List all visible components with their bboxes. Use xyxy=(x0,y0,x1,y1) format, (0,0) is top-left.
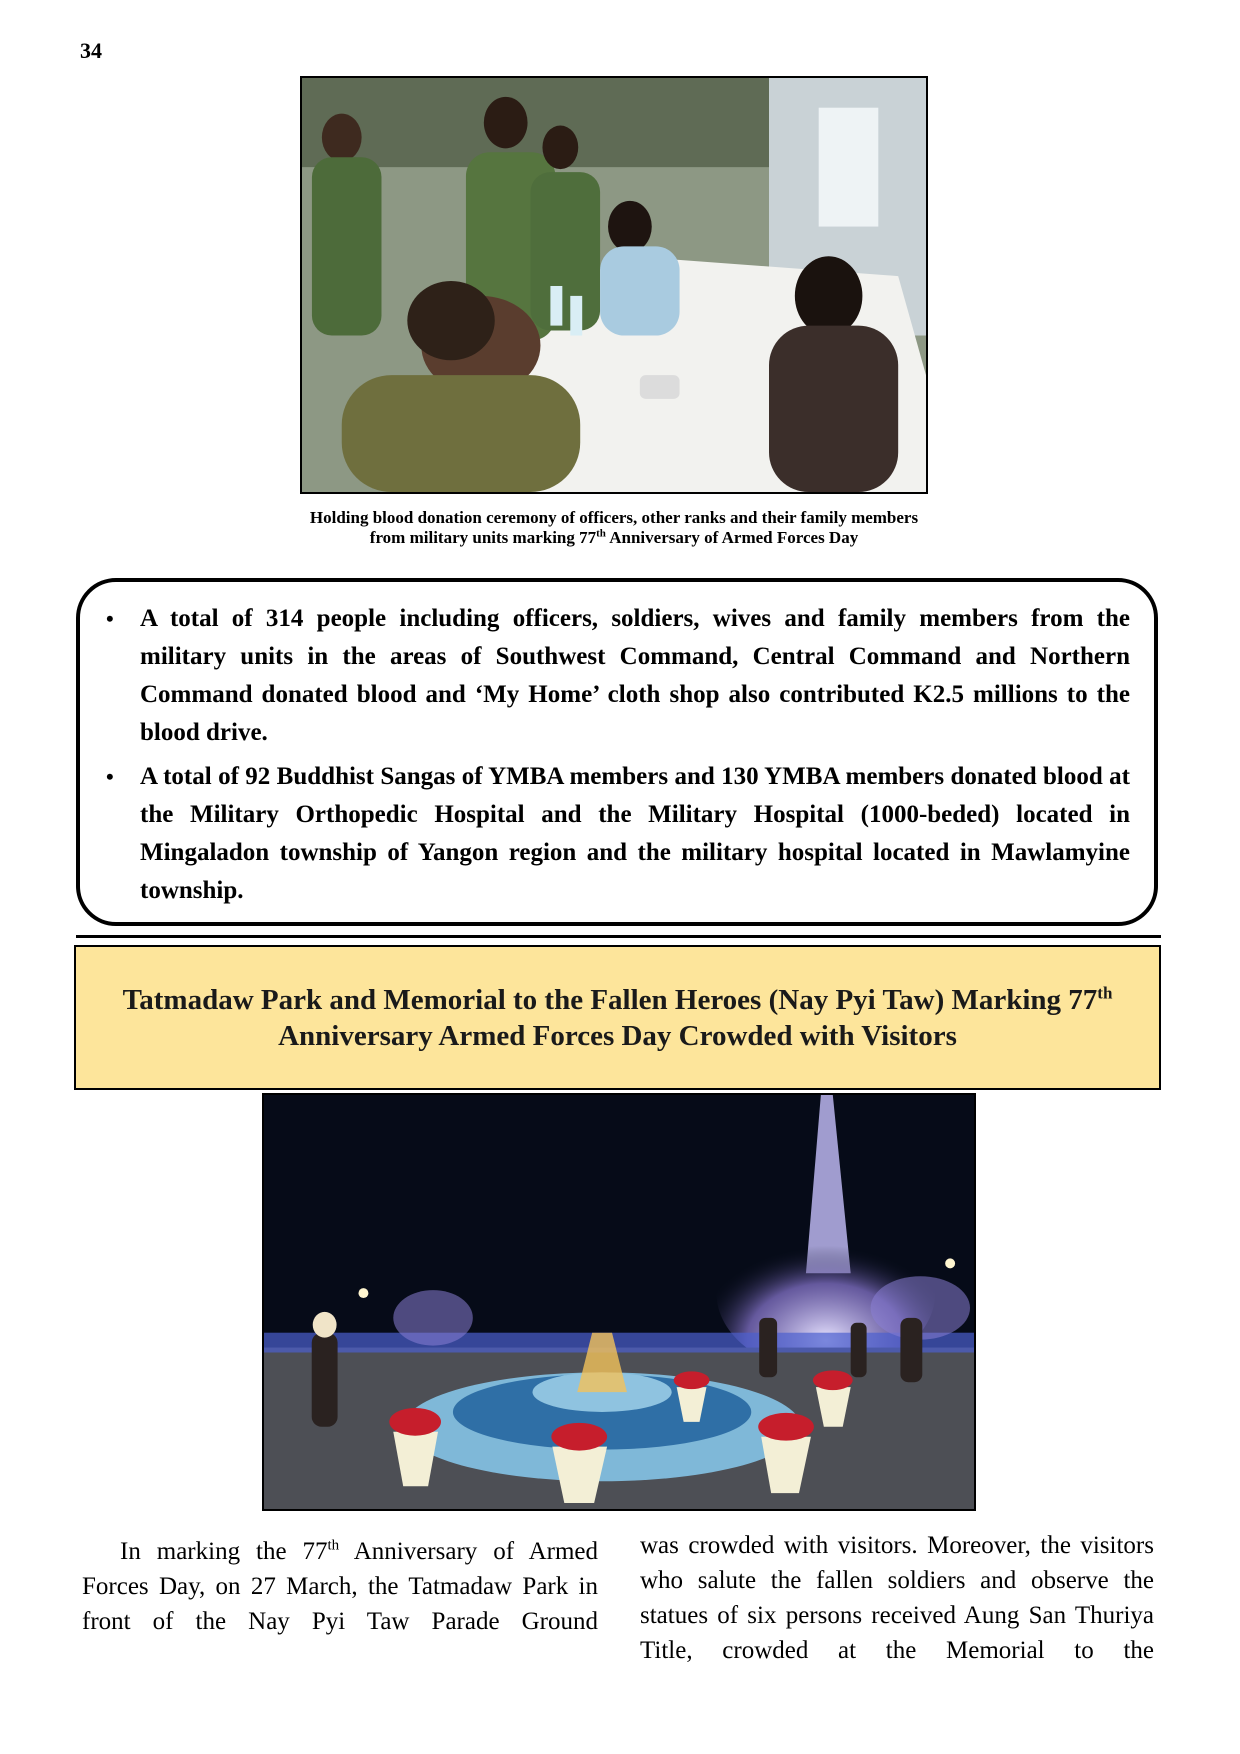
blood-donation-photo xyxy=(300,76,928,494)
summary-bullet-text: A total of 314 people including officers, soldiers, wives and family members from the military units in the areas of Southwest Command, Central Command and Northern Command donated blood and ‘My Home’ cloth shop also contributed K2.5 millions to the blood drive. xyxy=(140,605,1130,746)
caption-text-part1: Holding blood donation ceremony of officers, other ranks and their family members from military units marking 77 xyxy=(309,508,919,547)
section-title-part1: Tatmadaw Park and Memorial to the Fallen Heroes (Nay Pyi Taw) Marking 77 xyxy=(122,983,1098,1016)
summary-bullet-2 xyxy=(100,758,1130,910)
summary-list xyxy=(100,600,1130,910)
summary-bullet-1 xyxy=(100,600,1130,752)
tatmadaw-park-fountain-photo xyxy=(262,1093,976,1511)
bullet-dot-icon: • xyxy=(106,606,114,631)
body-left-part2: Anniversary of Armed Forces Day, on 27 March, the Tatmadaw Park in front of the Nay Pyi Taw Parade Ground xyxy=(82,1538,599,1635)
body-column-left xyxy=(82,1534,598,1639)
section-title-part2: Anniversary Armed Forces Day Crowded with Visitors xyxy=(278,1019,957,1052)
body-left-part1: In marking the 77 xyxy=(120,1538,328,1565)
body-paragraph-right: was crowded with visitors. Moreover, the visitors who salute the fallen soldiers and observe the statues of six persons received Aung San Thuriya Title, crowded at the Memorial to the xyxy=(640,1532,1154,1664)
section-title-box xyxy=(74,945,1161,1090)
body-column-right xyxy=(640,1528,1154,1668)
body-paragraph-left xyxy=(82,1534,598,1639)
summary-bullet-text: A total of 92 Buddhist Sangas of YMBA members and 130 YMBA members donated blood at the Military Orthopedic Hospital and the Military Hospital (1000-beded) located in Mingaladon township of Yangon region and the military hospital located in Mawlamyine township. xyxy=(140,763,1130,904)
page-number: 34 xyxy=(80,38,102,63)
caption-superscript: th xyxy=(596,527,606,540)
section-title-superscript: th xyxy=(1097,982,1113,1002)
summary-box xyxy=(76,578,1158,926)
body-left-superscript: th xyxy=(327,1537,340,1554)
caption-text-part2: Anniversary of Armed Forces Day xyxy=(605,528,859,547)
bullet-dot-icon: • xyxy=(106,764,114,789)
section-title xyxy=(123,982,1113,1054)
photo-caption xyxy=(300,508,928,548)
section-divider xyxy=(76,935,1161,938)
